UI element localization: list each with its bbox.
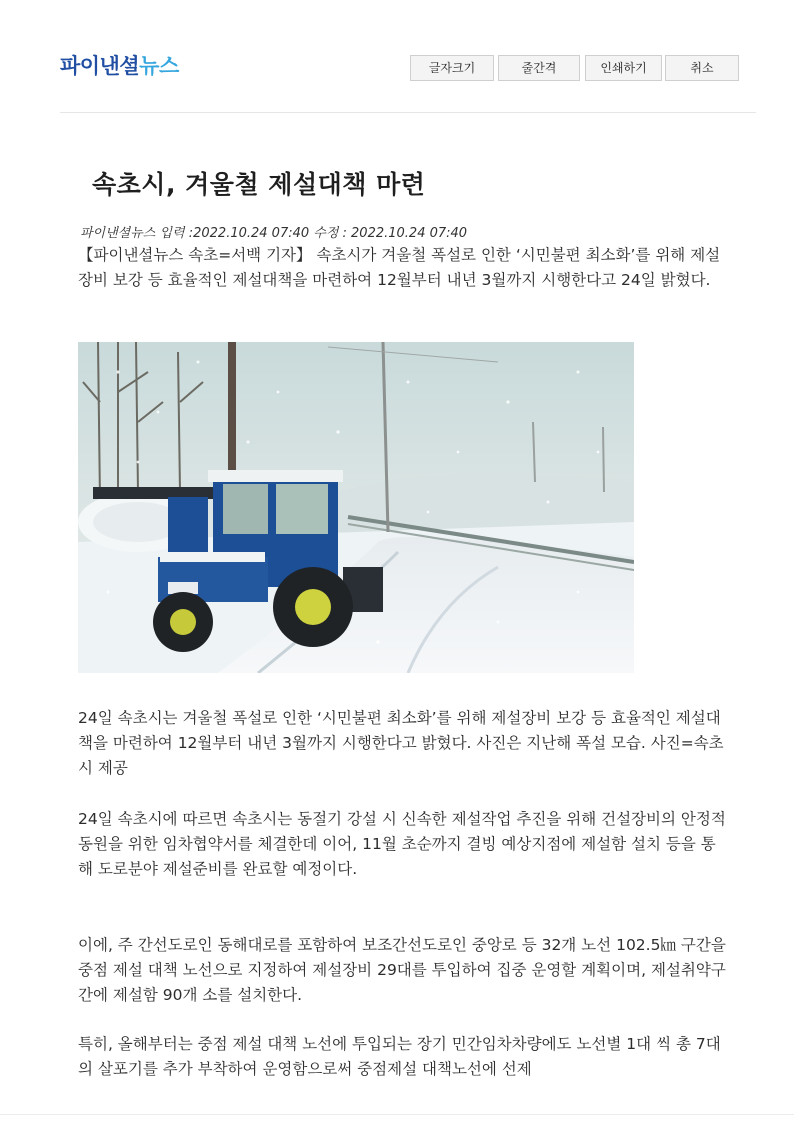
- logo-news: 뉴스: [139, 54, 179, 78]
- page-header: [0, 0, 794, 112]
- cancel-button[interactable]: 취소: [665, 55, 739, 81]
- article-title: 속초시, 겨울철 제설대책 마련: [92, 170, 426, 199]
- snow-tractor-photo-icon: [78, 342, 634, 673]
- logo-brand: 파이낸셜: [60, 54, 140, 78]
- article-lead: 【파이낸셜뉴스 속초=서백 기자】 속초시가 겨울철 폭설로 인한 ‘시민불편 최소화’를 위해 제설장비 보강 등 효율적인 제설대책을 마련하여 12월부터 내년 3월까지 시행한다고 24일 밝혔다.: [78, 246, 721, 289]
- line-spacing-button[interactable]: 줄간격: [498, 55, 580, 81]
- article-meta: 파이낸셜뉴스 입력 :2022.10.24 07:40 수정 : 2022.10.24 07:40: [80, 226, 468, 241]
- article-photo: [78, 342, 634, 673]
- header-divider: [60, 112, 756, 113]
- body-paragraph: 특히, 올해부터는 중점 제설 대책 노선에 투입되는 장기 민간임차차량에도 노선별 1대 씩 총 7대의 살포기를 추가 부착하여 운영함으로써 중점제설 대책노선에 선제: [78, 1035, 721, 1078]
- body-paragraph: 24일 속초시에 따르면 속초시는 동절기 강설 시 신속한 제설작업 추진을 위해 건설장비의 안정적 동원을 위한 임차협약서를 체결한데 이어, 11월 초순까지 결빙 예상지점에 제설함 설치 등을 통해 도로분야 제설준비를 완료할 예정이다.: [78, 810, 726, 878]
- print-button[interactable]: 인쇄하기: [585, 55, 662, 81]
- footer-divider: [0, 1114, 794, 1115]
- font-size-button[interactable]: 글자크기: [410, 55, 494, 81]
- site-logo[interactable]: [60, 50, 179, 80]
- photo-caption: 24일 속초시는 겨울철 폭설로 인한 ‘시민불편 최소화’를 위해 제설장비 보강 등 효율적인 제설대책을 마련하여 12월부터 내년 3월까지 시행한다고 밝혔다. 사진은 지난해 폭설 모습. 사진=속초시 제공: [78, 709, 724, 777]
- body-paragraph: 이에, 주 간선도로인 동해대로를 포함하여 보조간선도로인 중앙로 등 32개 노선 102.5㎞ 구간을 중점 제설 대책 노선으로 지정하여 제설장비 29대를 투입하여 집중 운영할 계획이며, 제설취약구간에 제설함 90개 소를 설치한다.: [78, 936, 726, 1004]
